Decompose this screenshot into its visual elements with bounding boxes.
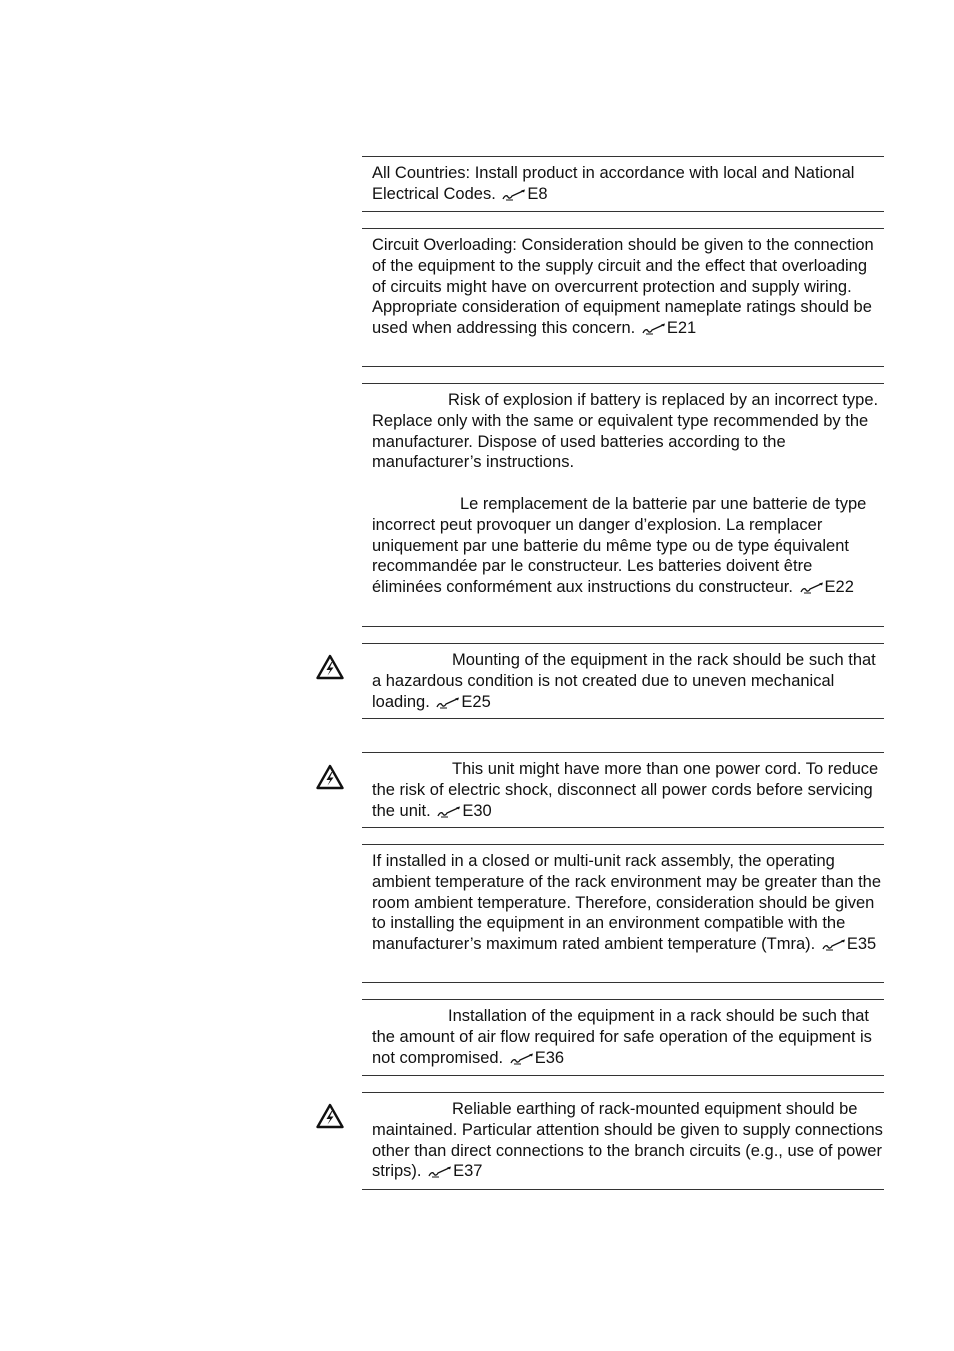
notice-multiple-power-cords	[362, 752, 884, 828]
notice-text: Installation of the equipment in a rack should be such that the amount of air flow required for safe operation of the equipment is not compromised. E36	[372, 1007, 872, 1067]
electrical-hazard-warning-icon	[316, 654, 344, 680]
writing-hand-icon	[510, 1053, 534, 1065]
reference-code: E37	[453, 1162, 483, 1181]
writing-hand-icon	[428, 1166, 452, 1178]
notice-text: If installed in a closed or multi-unit rack assembly, the operating ambient temperature of the rack environment may be greater than the room ambient temperature. Therefore, consideration should be given to installing the equipment in an environment compatible with the manufacturer’s maximum rated ambient temperature (Tmra). E35	[372, 852, 882, 954]
writing-hand-icon	[436, 697, 460, 709]
writing-hand-icon	[800, 582, 824, 594]
notice-circuit-overloading	[362, 228, 884, 367]
notice-rack-mechanical-loading	[362, 643, 884, 719]
reference-code: E8	[527, 184, 548, 203]
writing-hand-icon	[502, 189, 526, 201]
reference-code: E30	[462, 801, 492, 820]
notice-text: All Countries: Install product in accordance with local and National Electrical Codes. E8	[372, 164, 855, 203]
notice-text-english: Risk of explosion if battery is replaced by an incorrect type. Replace only with the same or equivalent type recommended by the manufacturer. Dispose of used batteries according to the manufacturer’s instructions.	[372, 391, 879, 472]
reference-code: E25	[461, 692, 491, 711]
notice-battery-explosion	[362, 383, 884, 627]
notice-text: Reliable earthing of rack-mounted equipment should be maintained. Particular attention should be given to supply connections other than direct connections to the branch circuits (e.g., use of power strips). E37	[372, 1100, 883, 1181]
writing-hand-icon	[437, 806, 461, 818]
notice-national-electrical-codes	[362, 156, 884, 212]
notice-text: Circuit Overloading: Consideration should be given to the connection of the equipment to the supply circuit and the effect that overloading of circuits might have on overcurrent protection and supply wiring. Appropriate consideration of equipment nameplate ratings should be used when addressing this concern. E21	[372, 236, 874, 338]
reference-code: E21	[666, 319, 697, 338]
notice-reliable-earthing	[362, 1092, 884, 1190]
reference-code: E35	[846, 935, 877, 954]
notice-ambient-temperature	[362, 844, 884, 983]
notice-text: This unit might have more than one power cord. To reduce the risk of electric shock, disconnect all power cords before servicing the unit. E30	[372, 760, 879, 820]
electrical-hazard-warning-icon	[316, 764, 344, 790]
notice-text-french: Le remplacement de la batterie par une batterie de type incorrect peut provoquer un danger d’explosion. La remplacer uniquement par une batterie du même type ou de type équivalent recommandée par le constructeur. Les batteries doivent être éliminées conformément aux instructions du constructeur. E22	[372, 494, 867, 597]
reference-code: E36	[534, 1048, 565, 1067]
notice-text: Mounting of the equipment in the rack should be such that a hazardous condition is not created due to uneven mechanical loading. E25	[372, 651, 876, 711]
notice-rack-air-flow	[362, 999, 884, 1076]
reference-code: E22	[824, 578, 854, 597]
writing-hand-icon	[822, 939, 846, 951]
electrical-hazard-warning-icon	[316, 1103, 344, 1129]
writing-hand-icon	[642, 323, 666, 335]
